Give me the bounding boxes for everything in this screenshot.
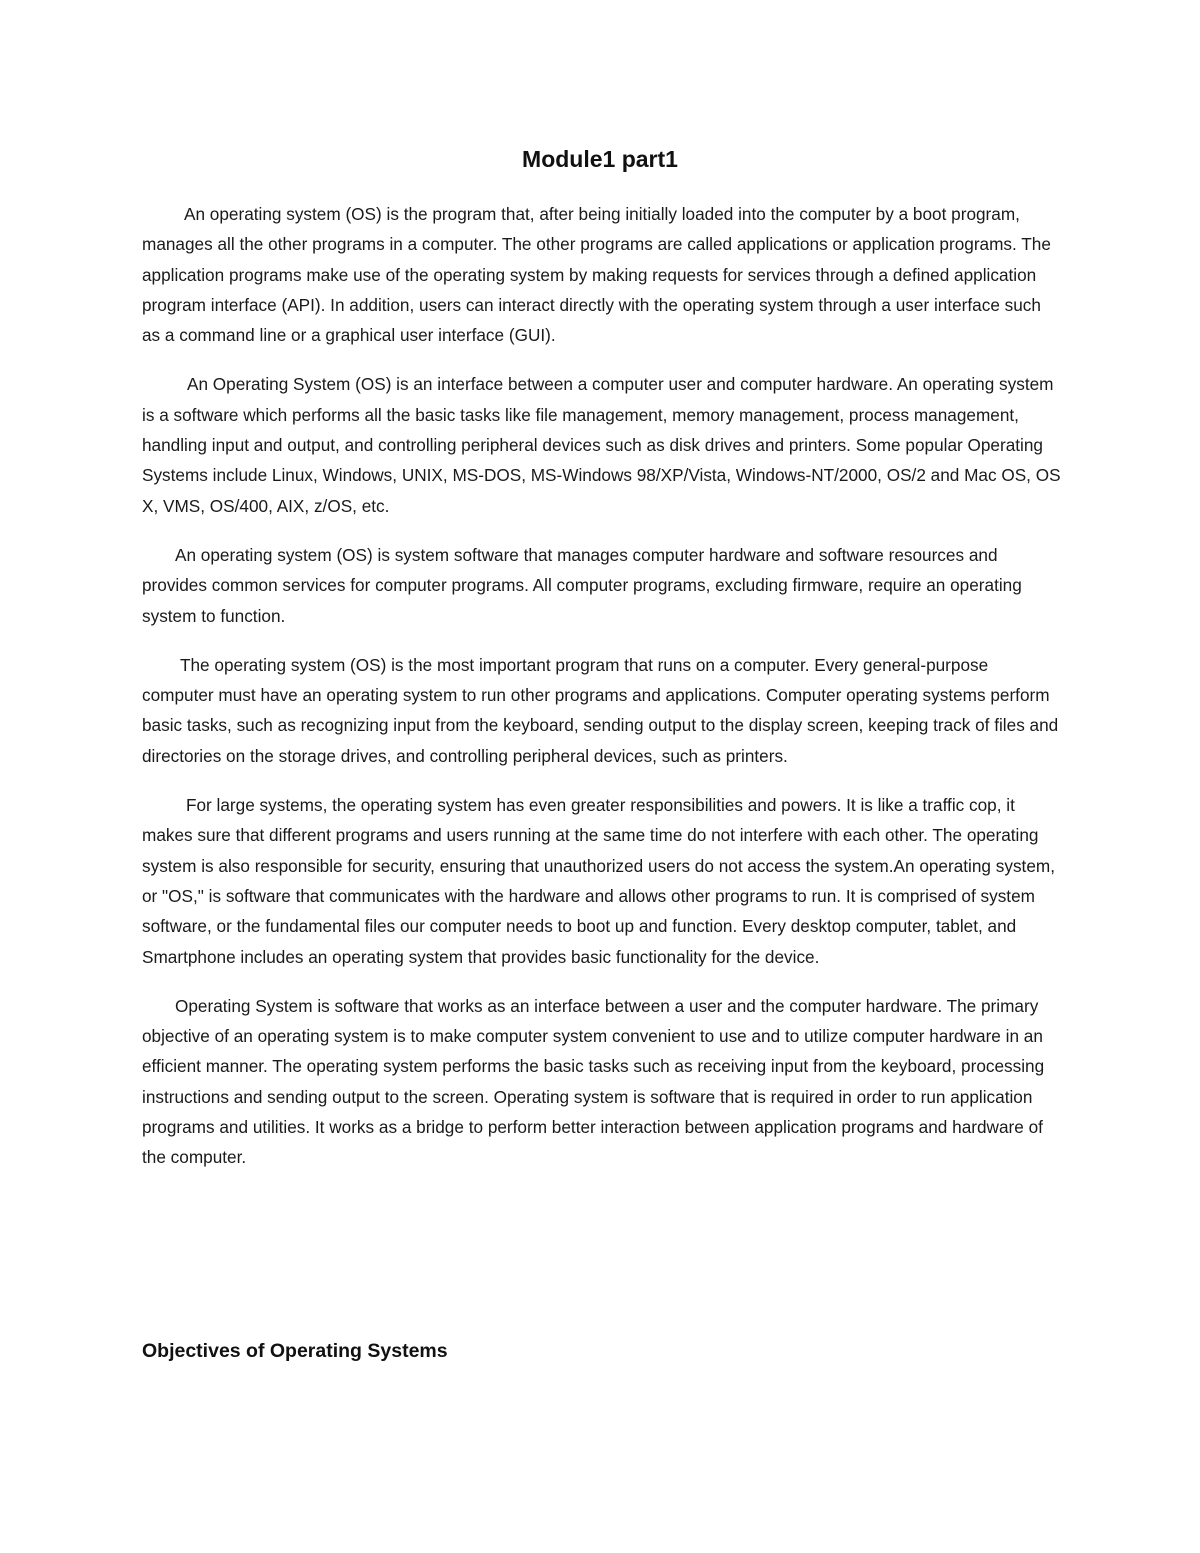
section-heading-objectives: Objectives of Operating Systems: [142, 1340, 448, 1362]
document-body: [142, 199, 1062, 1192]
paragraph-os-important-program: The operating system (OS) is the most important program that runs on a computer. Every general-purpose computer must have an operating system to run other programs and applications. Computer operating systems perform basic tasks, such as recognizing input from the keyboard, sending output to the display screen, keeping track of files and directories on the storage drives, and controlling peripheral devices, such as printers.: [142, 654, 1059, 766]
paragraph-os-bridge: Operating System is software that works as an interface between a user and the computer hardware. The primary objective of an operating system is to make computer system convenient to use and to utilize computer hardware in an efficient manner. The operating system performs the basic tasks such as receiving input from the keyboard, processing instructions and sending output to the screen. Operating system is software that is required in order to run application programs and utilities. It works as a bridge to perform better interaction between application programs and hardware of the computer.: [142, 995, 1045, 1168]
document-title: Module1 part1: [522, 146, 678, 172]
paragraph-os-system-software: An operating system (OS) is system software that manages computer hardware and software resources and provides common services for computer programs. All computer programs, excluding firmware, require an operating system to function.: [142, 544, 1022, 626]
paragraph-os-definition: An operating system (OS) is the program that, after being initially loaded into the computer by a boot program, manages all the other programs in a computer. The other programs are called applications or application programs. The application programs make use of the operating system by making requests for services through a defined application program interface (API). In addition, users can interact directly with the operating system through a user interface such as a command line or a graphical user interface (GUI).: [142, 204, 1051, 346]
paragraph-os-interface: An Operating System (OS) is an interface between a computer user and computer hardware. An operating system is a software which performs all the basic tasks like file management, memory management, process management, handling input and output, and controlling peripheral devices such as disk drives and printers. Some popular Operating Systems include Linux, Windows, UNIX, MS-DOS, MS-Windows 98/XP/Vista, Windows-NT/2000, OS/2 and Mac OS, OS X, VMS, OS/400, AIX, z/OS, etc.: [142, 374, 1061, 516]
paragraph-os-large-systems: For large systems, the operating system has even greater responsibilities and powers. It is like a traffic cop, it makes sure that different programs and users running at the same time do not interfere with each other. The operating system is also responsible for security, ensuring that unauthorized users do not access the system.An operating system, or "OS," is software that communicates with the hardware and allows other programs to run. It is comprised of system software, or the fundamental files our computer needs to boot up and function. Every desktop computer, tablet, and Smartphone includes an operating system that provides basic functionality for the device.: [142, 795, 1055, 967]
